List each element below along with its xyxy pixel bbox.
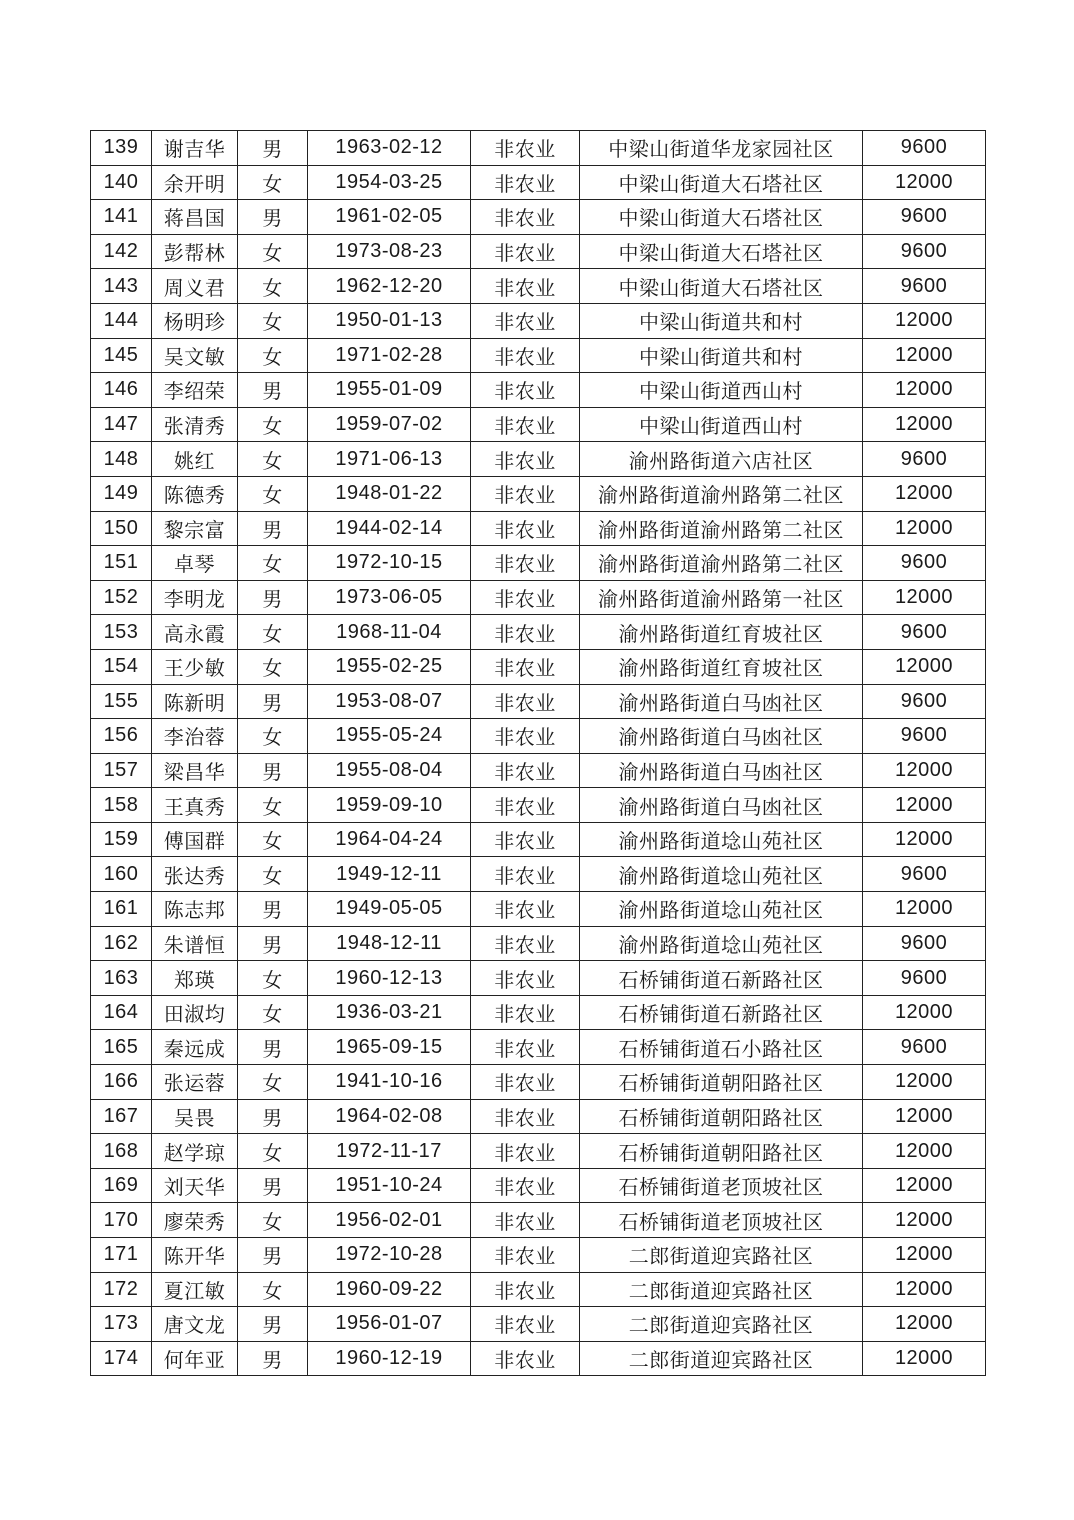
gender-cell: 女 (238, 822, 308, 857)
amount-cell: 12000 (863, 580, 986, 615)
amount-cell: 12000 (863, 476, 986, 511)
household-type-cell: 非农业 (471, 1203, 580, 1238)
table-row (91, 580, 986, 615)
address-cell: 中梁山街道大石塔社区 (580, 200, 863, 235)
gender-cell: 男 (238, 1099, 308, 1134)
birth-date-cell: 1955-05-24 (308, 719, 471, 754)
birth-date-cell: 1959-07-02 (308, 407, 471, 442)
household-type-cell: 非农业 (471, 1099, 580, 1134)
table-row (91, 407, 986, 442)
gender-cell: 女 (238, 476, 308, 511)
person-name-cell: 秦远成 (152, 1030, 238, 1065)
gender-cell: 男 (238, 1030, 308, 1065)
table-row (91, 1238, 986, 1273)
amount-cell: 9600 (863, 131, 986, 166)
row-number-cell: 155 (91, 684, 152, 719)
household-type-cell: 非农业 (471, 580, 580, 615)
birth-date-cell: 1950-01-13 (308, 303, 471, 338)
gender-cell: 男 (238, 892, 308, 927)
amount-cell: 9600 (863, 857, 986, 892)
amount-cell: 9600 (863, 926, 986, 961)
amount-cell: 12000 (863, 373, 986, 408)
row-number-cell: 157 (91, 753, 152, 788)
amount-cell: 12000 (863, 1099, 986, 1134)
birth-date-cell: 1953-08-07 (308, 684, 471, 719)
address-cell: 石桥铺街道朝阳路社区 (580, 1134, 863, 1169)
gender-cell: 男 (238, 1341, 308, 1376)
person-name-cell: 吴文敏 (152, 338, 238, 373)
birth-date-cell: 1951-10-24 (308, 1168, 471, 1203)
gender-cell: 男 (238, 753, 308, 788)
row-number-cell: 163 (91, 961, 152, 996)
address-cell: 中梁山街道共和村 (580, 303, 863, 338)
table-row (91, 303, 986, 338)
household-type-cell: 非农业 (471, 1341, 580, 1376)
household-type-cell: 非农业 (471, 926, 580, 961)
table-row (91, 892, 986, 927)
row-number-cell: 169 (91, 1168, 152, 1203)
birth-date-cell: 1944-02-14 (308, 511, 471, 546)
birth-date-cell: 1949-12-11 (308, 857, 471, 892)
table-row (91, 857, 986, 892)
birth-date-cell: 1973-06-05 (308, 580, 471, 615)
amount-cell: 12000 (863, 995, 986, 1030)
birth-date-cell: 1956-01-07 (308, 1307, 471, 1342)
person-name-cell: 吴畏 (152, 1099, 238, 1134)
gender-cell: 女 (238, 1203, 308, 1238)
person-name-cell: 陈新明 (152, 684, 238, 719)
household-type-cell: 非农业 (471, 1272, 580, 1307)
household-type-cell: 非农业 (471, 234, 580, 269)
address-cell: 中梁山街道西山村 (580, 373, 863, 408)
row-number-cell: 156 (91, 719, 152, 754)
address-cell: 石桥铺街道老顶坡社区 (580, 1203, 863, 1238)
address-cell: 渝州路街道红育坡社区 (580, 615, 863, 650)
address-cell: 石桥铺街道朝阳路社区 (580, 1099, 863, 1134)
gender-cell: 女 (238, 788, 308, 823)
amount-cell: 9600 (863, 442, 986, 477)
gender-cell: 女 (238, 961, 308, 996)
table-row (91, 200, 986, 235)
table-row (91, 1099, 986, 1134)
person-name-cell: 卓琴 (152, 546, 238, 581)
gender-cell: 男 (238, 580, 308, 615)
person-name-cell: 傅国群 (152, 822, 238, 857)
gender-cell: 男 (238, 926, 308, 961)
gender-cell: 女 (238, 719, 308, 754)
person-name-cell: 蒋昌国 (152, 200, 238, 235)
address-cell: 石桥铺街道老顶坡社区 (580, 1168, 863, 1203)
table-row (91, 719, 986, 754)
gender-cell: 女 (238, 1134, 308, 1169)
household-type-cell: 非农业 (471, 546, 580, 581)
row-number-cell: 141 (91, 200, 152, 235)
household-type-cell: 非农业 (471, 303, 580, 338)
gender-cell: 男 (238, 1238, 308, 1273)
household-type-cell: 非农业 (471, 338, 580, 373)
gender-cell: 女 (238, 303, 308, 338)
person-name-cell: 谢吉华 (152, 131, 238, 166)
address-cell: 中梁山街道西山村 (580, 407, 863, 442)
birth-date-cell: 1961-02-05 (308, 200, 471, 235)
table-row (91, 961, 986, 996)
address-cell: 中梁山街道大石塔社区 (580, 234, 863, 269)
row-number-cell: 152 (91, 580, 152, 615)
address-cell: 石桥铺街道石新路社区 (580, 961, 863, 996)
amount-cell: 12000 (863, 1272, 986, 1307)
birth-date-cell: 1960-12-19 (308, 1341, 471, 1376)
person-name-cell: 高永霞 (152, 615, 238, 650)
household-type-cell: 非农业 (471, 165, 580, 200)
household-type-cell: 非农业 (471, 1238, 580, 1273)
birth-date-cell: 1960-12-13 (308, 961, 471, 996)
address-cell: 中梁山街道大石塔社区 (580, 165, 863, 200)
table-row (91, 373, 986, 408)
amount-cell: 12000 (863, 1168, 986, 1203)
table-row (91, 269, 986, 304)
address-cell: 渝州路街道渝州路第二社区 (580, 511, 863, 546)
birth-date-cell: 1964-04-24 (308, 822, 471, 857)
person-name-cell: 张运蓉 (152, 1065, 238, 1100)
birth-date-cell: 1963-02-12 (308, 131, 471, 166)
person-name-cell: 唐文龙 (152, 1307, 238, 1342)
person-name-cell: 周义君 (152, 269, 238, 304)
person-name-cell: 陈志邦 (152, 892, 238, 927)
birth-date-cell: 1959-09-10 (308, 788, 471, 823)
row-number-cell: 149 (91, 476, 152, 511)
household-type-cell: 非农业 (471, 442, 580, 477)
household-type-cell: 非农业 (471, 1030, 580, 1065)
person-name-cell: 李治蓉 (152, 719, 238, 754)
row-number-cell: 153 (91, 615, 152, 650)
address-cell: 渝州路街道埝山苑社区 (580, 926, 863, 961)
roster-body (91, 131, 986, 1376)
gender-cell: 女 (238, 857, 308, 892)
person-name-cell: 廖荣秀 (152, 1203, 238, 1238)
person-name-cell: 朱谱恒 (152, 926, 238, 961)
address-cell: 渝州路街道红育坡社区 (580, 649, 863, 684)
gender-cell: 男 (238, 1168, 308, 1203)
row-number-cell: 172 (91, 1272, 152, 1307)
gender-cell: 女 (238, 615, 308, 650)
person-name-cell: 姚红 (152, 442, 238, 477)
birth-date-cell: 1960-09-22 (308, 1272, 471, 1307)
table-row (91, 338, 986, 373)
table-row (91, 1065, 986, 1100)
birth-date-cell: 1954-03-25 (308, 165, 471, 200)
amount-cell: 12000 (863, 892, 986, 927)
birth-date-cell: 1971-02-28 (308, 338, 471, 373)
gender-cell: 女 (238, 995, 308, 1030)
address-cell: 渝州路街道白马凼社区 (580, 788, 863, 823)
address-cell: 渝州路街道埝山苑社区 (580, 892, 863, 927)
table-row (91, 511, 986, 546)
amount-cell: 12000 (863, 338, 986, 373)
household-type-cell: 非农业 (471, 995, 580, 1030)
birth-date-cell: 1955-01-09 (308, 373, 471, 408)
person-name-cell: 陈德秀 (152, 476, 238, 511)
address-cell: 二郎街道迎宾路社区 (580, 1341, 863, 1376)
household-type-cell: 非农业 (471, 1134, 580, 1169)
row-number-cell: 167 (91, 1099, 152, 1134)
gender-cell: 女 (238, 165, 308, 200)
row-number-cell: 164 (91, 995, 152, 1030)
address-cell: 二郎街道迎宾路社区 (580, 1272, 863, 1307)
amount-cell: 9600 (863, 546, 986, 581)
birth-date-cell: 1964-02-08 (308, 1099, 471, 1134)
address-cell: 中梁山街道华龙家园社区 (580, 131, 863, 166)
amount-cell: 12000 (863, 303, 986, 338)
amount-cell: 9600 (863, 719, 986, 754)
table-row (91, 788, 986, 823)
person-name-cell: 田淑均 (152, 995, 238, 1030)
amount-cell: 9600 (863, 684, 986, 719)
gender-cell: 女 (238, 546, 308, 581)
household-type-cell: 非农业 (471, 649, 580, 684)
birth-date-cell: 1956-02-01 (308, 1203, 471, 1238)
birth-date-cell: 1948-01-22 (308, 476, 471, 511)
address-cell: 石桥铺街道石新路社区 (580, 995, 863, 1030)
birth-date-cell: 1955-08-04 (308, 753, 471, 788)
row-number-cell: 166 (91, 1065, 152, 1100)
person-name-cell: 陈开华 (152, 1238, 238, 1273)
address-cell: 二郎街道迎宾路社区 (580, 1238, 863, 1273)
row-number-cell: 145 (91, 338, 152, 373)
person-name-cell: 张达秀 (152, 857, 238, 892)
table-row (91, 1203, 986, 1238)
address-cell: 渝州路街道渝州路第二社区 (580, 476, 863, 511)
person-name-cell: 张清秀 (152, 407, 238, 442)
household-type-cell: 非农业 (471, 961, 580, 996)
birth-date-cell: 1941-10-16 (308, 1065, 471, 1100)
household-type-cell: 非农业 (471, 1065, 580, 1100)
table-row (91, 615, 986, 650)
amount-cell: 12000 (863, 1065, 986, 1100)
amount-cell: 9600 (863, 961, 986, 996)
amount-cell: 12000 (863, 511, 986, 546)
gender-cell: 女 (238, 649, 308, 684)
person-name-cell: 夏江敏 (152, 1272, 238, 1307)
address-cell: 中梁山街道大石塔社区 (580, 269, 863, 304)
person-name-cell: 刘天华 (152, 1168, 238, 1203)
gender-cell: 女 (238, 269, 308, 304)
birth-date-cell: 1949-05-05 (308, 892, 471, 927)
household-type-cell: 非农业 (471, 269, 580, 304)
household-type-cell: 非农业 (471, 615, 580, 650)
table-row (91, 1272, 986, 1307)
gender-cell: 女 (238, 234, 308, 269)
table-row (91, 1134, 986, 1169)
person-name-cell: 李明龙 (152, 580, 238, 615)
household-type-cell: 非农业 (471, 753, 580, 788)
table-row (91, 822, 986, 857)
gender-cell: 女 (238, 1272, 308, 1307)
household-type-cell: 非农业 (471, 1307, 580, 1342)
row-number-cell: 139 (91, 131, 152, 166)
amount-cell: 12000 (863, 165, 986, 200)
amount-cell: 12000 (863, 753, 986, 788)
roster-table (90, 130, 986, 1376)
row-number-cell: 170 (91, 1203, 152, 1238)
amount-cell: 12000 (863, 407, 986, 442)
row-number-cell: 159 (91, 822, 152, 857)
address-cell: 渝州路街道六店社区 (580, 442, 863, 477)
address-cell: 渝州路街道白马凼社区 (580, 684, 863, 719)
row-number-cell: 142 (91, 234, 152, 269)
amount-cell: 12000 (863, 1341, 986, 1376)
household-type-cell: 非农业 (471, 511, 580, 546)
address-cell: 渝州路街道埝山苑社区 (580, 822, 863, 857)
gender-cell: 男 (238, 511, 308, 546)
birth-date-cell: 1965-09-15 (308, 1030, 471, 1065)
table-row (91, 1307, 986, 1342)
amount-cell: 12000 (863, 1307, 986, 1342)
amount-cell: 12000 (863, 1238, 986, 1273)
row-number-cell: 140 (91, 165, 152, 200)
household-type-cell: 非农业 (471, 407, 580, 442)
person-name-cell: 梁昌华 (152, 753, 238, 788)
household-type-cell: 非农业 (471, 131, 580, 166)
row-number-cell: 168 (91, 1134, 152, 1169)
household-type-cell: 非农业 (471, 822, 580, 857)
table-row (91, 234, 986, 269)
household-type-cell: 非农业 (471, 857, 580, 892)
person-name-cell: 黎宗富 (152, 511, 238, 546)
table-row (91, 131, 986, 166)
table-row (91, 546, 986, 581)
person-name-cell: 何年亚 (152, 1341, 238, 1376)
birth-date-cell: 1972-10-15 (308, 546, 471, 581)
household-type-cell: 非农业 (471, 1168, 580, 1203)
birth-date-cell: 1948-12-11 (308, 926, 471, 961)
row-number-cell: 165 (91, 1030, 152, 1065)
address-cell: 渝州路街道渝州路第一社区 (580, 580, 863, 615)
table-row (91, 926, 986, 961)
row-number-cell: 171 (91, 1238, 152, 1273)
gender-cell: 男 (238, 1307, 308, 1342)
row-number-cell: 147 (91, 407, 152, 442)
person-name-cell: 彭帮林 (152, 234, 238, 269)
table-row (91, 995, 986, 1030)
person-name-cell: 王真秀 (152, 788, 238, 823)
address-cell: 石桥铺街道石小路社区 (580, 1030, 863, 1065)
row-number-cell: 150 (91, 511, 152, 546)
row-number-cell: 146 (91, 373, 152, 408)
person-name-cell: 杨明珍 (152, 303, 238, 338)
household-type-cell: 非农业 (471, 476, 580, 511)
household-type-cell: 非农业 (471, 719, 580, 754)
amount-cell: 9600 (863, 615, 986, 650)
table-row (91, 753, 986, 788)
address-cell: 中梁山街道共和村 (580, 338, 863, 373)
gender-cell: 女 (238, 407, 308, 442)
amount-cell: 12000 (863, 649, 986, 684)
household-type-cell: 非农业 (471, 373, 580, 408)
row-number-cell: 148 (91, 442, 152, 477)
gender-cell: 女 (238, 442, 308, 477)
birth-date-cell: 1936-03-21 (308, 995, 471, 1030)
person-name-cell: 余开明 (152, 165, 238, 200)
birth-date-cell: 1973-08-23 (308, 234, 471, 269)
table-row (91, 1168, 986, 1203)
birth-date-cell: 1972-10-28 (308, 1238, 471, 1273)
row-number-cell: 151 (91, 546, 152, 581)
table-row (91, 649, 986, 684)
amount-cell: 9600 (863, 1030, 986, 1065)
household-type-cell: 非农业 (471, 892, 580, 927)
gender-cell: 男 (238, 684, 308, 719)
address-cell: 渝州路街道白马凼社区 (580, 753, 863, 788)
table-row (91, 442, 986, 477)
person-name-cell: 郑瑛 (152, 961, 238, 996)
amount-cell: 12000 (863, 1203, 986, 1238)
person-name-cell: 李绍荣 (152, 373, 238, 408)
gender-cell: 女 (238, 1065, 308, 1100)
birth-date-cell: 1972-11-17 (308, 1134, 471, 1169)
gender-cell: 男 (238, 200, 308, 235)
address-cell: 石桥铺街道朝阳路社区 (580, 1065, 863, 1100)
row-number-cell: 158 (91, 788, 152, 823)
row-number-cell: 173 (91, 1307, 152, 1342)
gender-cell: 女 (238, 338, 308, 373)
birth-date-cell: 1962-12-20 (308, 269, 471, 304)
address-cell: 渝州路街道埝山苑社区 (580, 857, 863, 892)
row-number-cell: 154 (91, 649, 152, 684)
amount-cell: 12000 (863, 788, 986, 823)
row-number-cell: 162 (91, 926, 152, 961)
address-cell: 渝州路街道渝州路第二社区 (580, 546, 863, 581)
amount-cell: 12000 (863, 1134, 986, 1169)
row-number-cell: 161 (91, 892, 152, 927)
row-number-cell: 174 (91, 1341, 152, 1376)
table-row (91, 684, 986, 719)
table-row (91, 1341, 986, 1376)
amount-cell: 9600 (863, 234, 986, 269)
household-type-cell: 非农业 (471, 788, 580, 823)
birth-date-cell: 1971-06-13 (308, 442, 471, 477)
household-type-cell: 非农业 (471, 684, 580, 719)
row-number-cell: 160 (91, 857, 152, 892)
table-row (91, 1030, 986, 1065)
person-name-cell: 赵学琼 (152, 1134, 238, 1169)
table-row (91, 165, 986, 200)
address-cell: 渝州路街道白马凼社区 (580, 719, 863, 754)
table-row (91, 476, 986, 511)
amount-cell: 9600 (863, 200, 986, 235)
gender-cell: 男 (238, 373, 308, 408)
row-number-cell: 143 (91, 269, 152, 304)
birth-date-cell: 1955-02-25 (308, 649, 471, 684)
amount-cell: 12000 (863, 822, 986, 857)
person-name-cell: 王少敏 (152, 649, 238, 684)
household-type-cell: 非农业 (471, 200, 580, 235)
gender-cell: 男 (238, 131, 308, 166)
address-cell: 二郎街道迎宾路社区 (580, 1307, 863, 1342)
birth-date-cell: 1968-11-04 (308, 615, 471, 650)
amount-cell: 9600 (863, 269, 986, 304)
row-number-cell: 144 (91, 303, 152, 338)
